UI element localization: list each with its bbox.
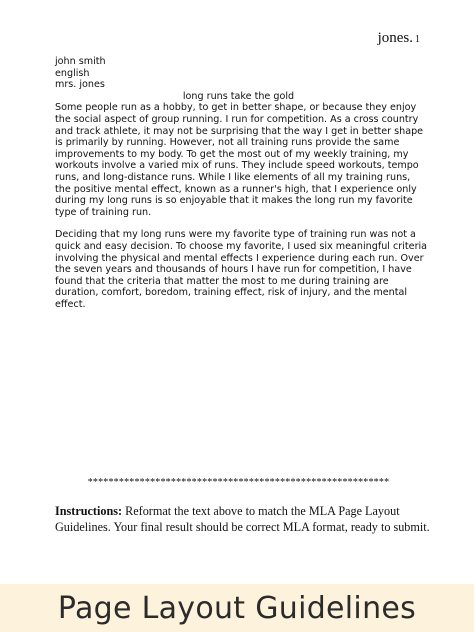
paragraph-line: runs, and long-distance runs. While I like elements of all my training runs, bbox=[55, 171, 411, 183]
paragraph-line: found that the criteria that matter the most to me during training are bbox=[55, 275, 389, 287]
paragraph-line: Deciding that my long runs were my favorite type of training run was not a bbox=[55, 229, 416, 241]
header-page-number: 1 bbox=[415, 34, 420, 45]
instructions-label: Instructions: bbox=[55, 504, 123, 518]
paragraph-line: is primarily by running. However, not all training runs provide the same bbox=[55, 137, 400, 149]
essay-body bbox=[55, 56, 428, 310]
essay-title: long runs take the gold bbox=[182, 90, 295, 102]
paragraph-line: and track athlete, it may not be surprising that the way I get in better shape bbox=[55, 125, 424, 137]
paragraph-line: the social aspect of group running. I run for competition. As a cross country bbox=[55, 113, 419, 125]
paragraph-line: Some people run as a hobby, to get in better shape, or because they enjoy bbox=[55, 102, 417, 114]
header-name: jones. bbox=[377, 30, 413, 46]
instructions-text: Reformat the text above to match the MLA Page Layout Guidelines. Your final result should be correct MLA format, ready to submit. bbox=[55, 504, 430, 534]
paragraph-line: effect. bbox=[55, 298, 86, 310]
paragraph-line: during my long runs is so enjoyable that it makes the long run my favorite bbox=[55, 195, 413, 207]
running-header bbox=[378, 30, 420, 47]
paragraph-line: duration, comfort, boredom, training effect, risk of injury, and the mental bbox=[55, 287, 408, 299]
paragraph-line: improvements to my body. To get the most out of my weekly training, my bbox=[55, 148, 409, 160]
paragraph-line: the seven years and thousands of hours I have run for competition, I have bbox=[55, 264, 412, 276]
paragraph-2 bbox=[55, 229, 428, 310]
student-name: john smith bbox=[55, 56, 106, 67]
teacher-name: mrs. jones bbox=[55, 79, 105, 91]
footer-banner bbox=[0, 584, 474, 632]
paragraph-line: the positive mental effect, known as a runner's high, that I experience only bbox=[55, 183, 417, 195]
course-name: english bbox=[55, 67, 90, 79]
paragraph-line: type of training run. bbox=[55, 206, 152, 218]
paragraph-line: involving the physical and mental effects I experience during each run. Over bbox=[55, 252, 424, 264]
banner-title: Page Layout Guidelines bbox=[57, 590, 417, 626]
asterisk-separator: ********************************************************** bbox=[87, 477, 390, 488]
instructions-block bbox=[55, 504, 430, 535]
paragraph-line: workouts involve a varied mix of runs. They include speed workouts, tempo bbox=[55, 160, 419, 172]
paragraph-line: quick and easy decision. To choose my favorite, I used six meaningful criteria bbox=[55, 240, 428, 252]
paragraph-1 bbox=[55, 102, 422, 218]
